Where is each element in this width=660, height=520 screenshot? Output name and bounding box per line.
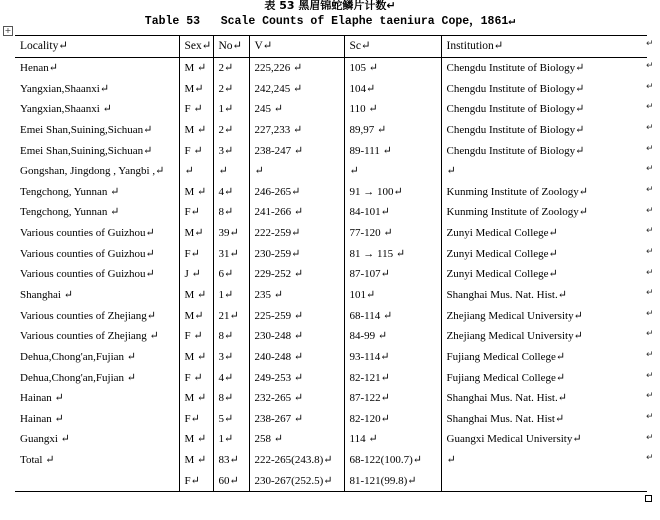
row-end-mark: ↵ [646,144,654,154]
row-end-mark: ↵ [646,350,654,360]
cell-institution: Chengdu Institute of Biology↵ [441,99,647,120]
cell-v: 240-248 ↵ [249,347,344,368]
cell-sc: 89,97 ↵ [344,120,441,141]
cell-institution: Zunyi Medical College↵ [441,264,647,285]
cell-sex: J ↵ [179,264,213,285]
row-end-mark: ↵ [646,433,654,443]
cell-locality: Hainan ↵ [20,412,64,425]
cell-institution: Kunming Institute of Zoology↵ [441,181,647,202]
table-header-row [15,36,647,58]
cell-sex: M ↵ [179,429,213,450]
cell-institution: Zhejiang Medical University↵ [441,305,647,326]
column-header-v: V↵ [249,36,344,58]
table-row [15,450,647,471]
cell-v: 249-253 ↵ [249,367,344,388]
cell-locality: Various counties of Guizhou↵ [20,247,155,260]
cell-locality: Yangxian,Shaanxi↵ [20,82,110,95]
row-end-mark: ↵ [646,61,654,71]
cell-sc: 114 ↵ [344,429,441,450]
table-row [15,264,647,285]
cell-locality: Emei Shan,Suining,Sichuan↵ [20,144,153,157]
cell-institution: Shanghai Mus. Nat. Hist.↵ [441,388,647,409]
cell-locality: Tengchong, Yunnan ↵ [20,185,120,198]
cell-v: 238-267 ↵ [249,409,344,430]
column-header-institution: Institution↵ [441,36,647,58]
table-row [15,367,647,388]
cell-v: 242,245 ↵ [249,78,344,99]
table-row [15,285,647,306]
table-row [15,409,647,430]
cell-institution: Chengdu Institute of Biology↵ [441,57,647,78]
cell-v: 225-259 ↵ [249,305,344,326]
cell-no: 3↵ [213,140,249,161]
cell-v: 230-248 ↵ [249,326,344,347]
table-row [15,140,647,161]
cell-no: 2↵ [213,78,249,99]
cell-no: 2↵ [213,120,249,141]
cell-sc: 68-122(100.7)↵ [344,450,441,471]
cell-sex: M ↵ [179,285,213,306]
cell-sc: 101↵ [344,285,441,306]
table-body [15,57,647,491]
cell-no: 6↵ [213,264,249,285]
cell-no: 1↵ [213,429,249,450]
row-end-mark: ↵ [646,164,654,174]
table-row [15,470,647,491]
cell-institution: Shanghai Mus. Nat. Hist↵ [441,409,647,430]
cell-v: 245 ↵ [249,99,344,120]
table-caption-chinese: 表 53 黑眉锦蛇鳞片计数↵ [264,0,396,10]
column-header-locality: Locality↵ [15,36,179,58]
cell-no: 8↵ [213,388,249,409]
cell-sex: F ↵ [179,99,213,120]
cell-sex: F↵ [179,243,213,264]
cell-v: 235 ↵ [249,285,344,306]
cell-sc: 110 ↵ [344,99,441,120]
table-resize-handle[interactable] [645,495,652,502]
cell-sc: 82-120↵ [344,409,441,430]
table-caption-english: Table 53 Scale Counts of Elaphe taeniura Cope，1861↵ [144,15,516,28]
cell-institution: ↵ [441,161,647,182]
cell-institution: Chengdu Institute of Biology↵ [441,140,647,161]
table-row [15,429,647,450]
table-row [15,305,647,326]
cell-sc: 105 ↵ [344,57,441,78]
cell-v: ↵ [249,161,344,182]
cell-sex: F ↵ [179,326,213,347]
cell-no: 5↵ [213,409,249,430]
table-row [15,388,647,409]
cell-locality: Guangxi ↵ [20,433,70,446]
cell-sex: F↵ [179,409,213,430]
cell-no: 31↵ [213,243,249,264]
cell-v: 258 ↵ [249,429,344,450]
table-row [15,161,647,182]
cell-locality: Various counties of Guizhou↵ [20,227,155,240]
cell-no: 2↵ [213,57,249,78]
cell-no: 21↵ [213,305,249,326]
cell-no: 39↵ [213,223,249,244]
cell-locality: Hainan ↵ [20,392,64,405]
table-row [15,99,647,120]
cell-locality: Henan↵ [20,61,58,74]
cell-institution: Kunming Institute of Zoology↵ [441,202,647,223]
cell-institution: Zunyi Medical College↵ [441,223,647,244]
row-end-mark: ↵ [646,412,654,422]
move-handle-icon[interactable]: + [4,26,12,35]
cell-sex: M ↵ [179,347,213,368]
cell-institution [441,470,647,491]
table-row [15,243,647,264]
cell-institution: Fujiang Medical College↵ [441,347,647,368]
cell-v: 225,226 ↵ [249,57,344,78]
table-row [15,347,647,368]
table-row [15,57,647,78]
cell-sex: M ↵ [179,450,213,471]
cell-institution: Guangxi Medical University↵ [441,429,647,450]
cell-no: 60↵ [213,470,249,491]
cell-institution: Chengdu Institute of Biology↵ [441,120,647,141]
cell-sc: 77-120 ↵ [344,223,441,244]
row-end-mark: ↵ [646,247,654,257]
table-row [15,223,647,244]
cell-sc: 87-107↵ [344,264,441,285]
cell-sc: 93-114↵ [344,347,441,368]
cell-no: 4↵ [213,181,249,202]
scale-counts-table [15,35,647,492]
cell-locality: Shanghai ↵ [20,289,73,301]
cell-sc: 82-121↵ [344,367,441,388]
cell-no: ↵ [213,161,249,182]
cell-sex: M ↵ [179,181,213,202]
cell-no: 4↵ [213,367,249,388]
table-row [15,202,647,223]
cell-locality: Gongshan, Jingdong , Yangbi ,↵ [20,165,165,178]
cell-institution: ↵ [441,450,647,471]
cell-sc: 104↵ [344,78,441,99]
cell-v: 222-265(243.8)↵ [249,450,344,471]
cell-v: 246-265↵ [249,181,344,202]
cell-no: 8↵ [213,202,249,223]
cell-institution: Chengdu Institute of Biology↵ [441,78,647,99]
cell-sex: M↵ [179,305,213,326]
row-end-mark: ↵ [646,123,654,133]
cell-sc: ↵ [344,161,441,182]
cell-institution: Zhejiang Medical University↵ [441,326,647,347]
cell-locality [15,470,179,491]
row-end-mark: ↵ [646,309,654,319]
row-end-mark: ↵ [646,288,654,298]
table-row [15,326,647,347]
cell-sc: 81 → 115 ↵ [344,243,441,264]
cell-v: 230-267(252.5)↵ [249,470,344,491]
row-end-mark: ↵ [646,371,654,381]
row-end-mark: ↵ [646,226,654,236]
cell-locality: Various counties of Zhejiang ↵ [20,330,159,343]
cell-locality: Emei Shan,Suining,Sichuan↵ [20,123,153,136]
cell-locality: Dehua,Chong'an,Fujian ↵ [20,371,136,384]
cell-sex: M ↵ [179,120,213,141]
column-header-sc: Sc↵ [344,36,441,58]
table-row [15,120,647,141]
cell-no: 8↵ [213,326,249,347]
row-end-mark: ↵ [646,268,654,278]
cell-sex: F ↵ [179,367,213,388]
cell-v: 222-259↵ [249,223,344,244]
row-end-mark: ↵ [646,453,654,463]
table-row [15,78,647,99]
row-end-mark: ↵ [646,391,654,401]
cell-sex: F↵ [179,202,213,223]
cell-no: 1↵ [213,99,249,120]
row-end-mark: ↵ [646,102,654,112]
cell-sc: 81-121(99.8)↵ [344,470,441,491]
cell-no: 3↵ [213,347,249,368]
cell-locality: Various counties of Zhejiang↵ [20,309,156,322]
row-end-mark: ↵ [646,39,654,49]
cell-institution: Zunyi Medical College↵ [441,243,647,264]
row-end-mark: ↵ [646,185,654,195]
cell-v: 232-265 ↵ [249,388,344,409]
row-end-mark: ↵ [646,82,654,92]
cell-v: 241-266 ↵ [249,202,344,223]
cell-locality: Tengchong, Yunnan ↵ [20,206,120,219]
cell-institution: Fujiang Medical College↵ [441,367,647,388]
cell-v: 238-247 ↵ [249,140,344,161]
cell-sc: 68-114 ↵ [344,305,441,326]
cell-sc: 91 → 100↵ [344,181,441,202]
row-end-mark: ↵ [646,206,654,216]
cell-sex: M ↵ [179,57,213,78]
cell-no: 83↵ [213,450,249,471]
cell-locality: Yangxian,Shaanxi ↵ [20,103,112,116]
cell-sc: 84-99 ↵ [344,326,441,347]
cell-sex: M↵ [179,223,213,244]
cell-sc: 87-122↵ [344,388,441,409]
cell-sex: F↵ [179,470,213,491]
cell-sex: ↵ [179,161,213,182]
cell-locality: Dehua,Chong'an,Fujian ↵ [20,350,136,363]
cell-no: 1↵ [213,285,249,306]
table-row [15,181,647,202]
column-header-no: No↵ [213,36,249,58]
cell-institution: Shanghai Mus. Nat. Hist.↵ [441,285,647,306]
row-end-mark: ↵ [646,329,654,339]
cell-sex: M ↵ [179,388,213,409]
column-header-sex: Sex↵ [179,36,213,58]
cell-v: 230-259↵ [249,243,344,264]
cell-sc: 89-111 ↵ [344,140,441,161]
cell-sc: 84-101↵ [344,202,441,223]
cell-locality: Total ↵ [20,454,55,467]
cell-locality: Various counties of Guizhou↵ [20,268,155,281]
cell-v: 229-252 ↵ [249,264,344,285]
cell-sex: M↵ [179,78,213,99]
cell-sex: F ↵ [179,140,213,161]
cell-v: 227,233 ↵ [249,120,344,141]
